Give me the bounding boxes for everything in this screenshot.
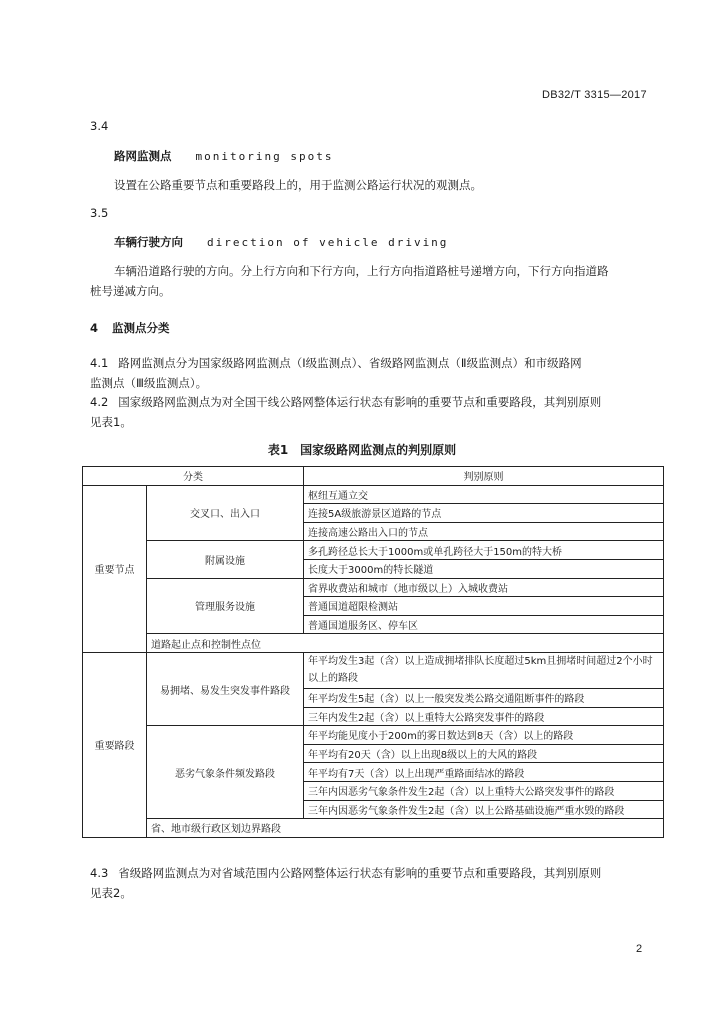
page-number: 2 xyxy=(636,943,643,955)
term-definition: 设置在公路重要节点和重要路段上的，用于监测公路运行状况的观测点。 xyxy=(114,178,482,192)
section-3-5-number: 3.5 xyxy=(90,206,109,220)
rule-cell: 年平均发生5起（含）以上一般突发类公路交通阻断事件的路段 xyxy=(304,688,664,707)
rule-cell: 连接5A级旅游景区道路的节点 xyxy=(304,504,664,523)
term-en: monitoring spots xyxy=(195,150,334,163)
term-en: direction of vehicle driving xyxy=(207,236,449,249)
rule-cell: 枢纽互通立交 xyxy=(304,485,664,504)
rule-cell: 三年内因恶劣气象条件发生2起（含）以上公路基础设施严重水毁的路段 xyxy=(304,800,664,819)
table-header-row xyxy=(83,467,664,486)
table-row xyxy=(83,578,664,597)
rule-cell: 年平均有20天（含）以上出现8级以上的大风的路段 xyxy=(304,744,664,763)
rule-cell: 省界收费站和城市（地市级以上）入城收费站 xyxy=(304,578,664,597)
clause-number: 4.1 xyxy=(90,356,109,370)
sub-intersection: 交叉口、出入口 xyxy=(147,485,304,541)
clause-4-2-line1 xyxy=(90,394,601,410)
section-number: 4 xyxy=(90,321,99,335)
clause-number: 4.2 xyxy=(90,395,109,409)
table-row xyxy=(83,726,664,745)
term-definition-line2: 桩号递减方向。 xyxy=(90,284,171,298)
clause-4-3-line1 xyxy=(90,865,601,881)
table-row xyxy=(83,541,664,560)
rule-cell: 三年内发生2起（含）以上重特大公路突发事件的路段 xyxy=(304,707,664,726)
header-category: 分类 xyxy=(83,467,304,486)
term-vehicle-direction xyxy=(114,234,448,250)
rule-cell: 连接高速公路出入口的节点 xyxy=(304,522,664,541)
group-important-sections: 重要路段 xyxy=(83,652,147,837)
table-row xyxy=(83,634,664,653)
section-title: 监测点分类 xyxy=(112,321,170,335)
clause-text: 路网监测点分为国家级路网监测点（Ⅰ级监测点）、省级路网监测点（Ⅱ级监测点）和市级路网 xyxy=(118,356,582,370)
rule-cell: 年平均发生3起（含）以上造成拥堵排队长度超过5km且拥堵时间超过2个小时以上的路段 xyxy=(304,652,664,688)
criteria-table xyxy=(82,466,664,838)
clause-number: 4.3 xyxy=(90,866,109,880)
term-cn: 路网监测点 xyxy=(114,149,172,163)
clause-4-2-line2: 见表1。 xyxy=(90,415,132,429)
term-definition-line1: 车辆沿道路行驶的方向。分上行方向和下行方向，上行方向指道路桩号递增方向，下行方向指道路 xyxy=(114,264,609,278)
group-important-nodes: 重要节点 xyxy=(83,485,147,652)
rule-cell: 普通国道服务区、停车区 xyxy=(304,615,664,634)
sub-service: 管理服务设施 xyxy=(147,578,304,634)
clause-text: 省级路网监测点为对省域范围内公路网整体运行状态有影响的重要节点和重要路段，其判别原则 xyxy=(118,866,602,880)
table-row xyxy=(83,819,664,838)
row-road-ends: 道路起止点和控制性点位 xyxy=(147,634,664,653)
rule-cell: 普通国道超限检测站 xyxy=(304,597,664,616)
term-cn: 车辆行驶方向 xyxy=(114,235,183,249)
table-row xyxy=(83,652,664,688)
rule-cell: 年平均能见度小于200m的雾日数达到8天（含）以上的路段 xyxy=(304,726,664,745)
standard-code: DB32/T 3315—2017 xyxy=(542,89,647,101)
rule-cell: 三年内因恶劣气象条件发生2起（含）以上重特大公路突发事件的路段 xyxy=(304,781,664,800)
clause-4-1-line1 xyxy=(90,355,582,371)
section-3-4-number: 3.4 xyxy=(90,119,109,133)
table-caption: 表1 国家级路网监测点的判别原则 xyxy=(267,443,457,457)
header-rule: 判别原则 xyxy=(304,467,664,486)
sub-weather: 恶劣气象条件频发路段 xyxy=(147,726,304,819)
clause-4-3-line2: 见表2。 xyxy=(90,886,132,900)
rule-cell: 年平均有7天（含）以上出现严重路面结冰的路段 xyxy=(304,763,664,782)
clause-text: 国家级路网监测点为对全国干线公路网整体运行状态有影响的重要节点和重要路段，其判别原则 xyxy=(118,395,602,409)
rule-cell: 长度大于3000m的特长隧道 xyxy=(304,559,664,578)
term-monitoring-spots xyxy=(114,148,333,164)
clause-4-1-line2: 监测点（Ⅲ级监测点）。 xyxy=(90,376,208,390)
row-boundary: 省、地市级行政区划边界路段 xyxy=(147,819,664,838)
section-4-heading xyxy=(90,320,170,336)
rule-cell: 多孔跨径总长大于1000m或单孔跨径大于150m的特大桥 xyxy=(304,541,664,560)
sub-facilities: 附属设施 xyxy=(147,541,304,578)
table-row xyxy=(83,485,664,504)
sub-congestion: 易拥堵、易发生突发事件路段 xyxy=(147,652,304,725)
